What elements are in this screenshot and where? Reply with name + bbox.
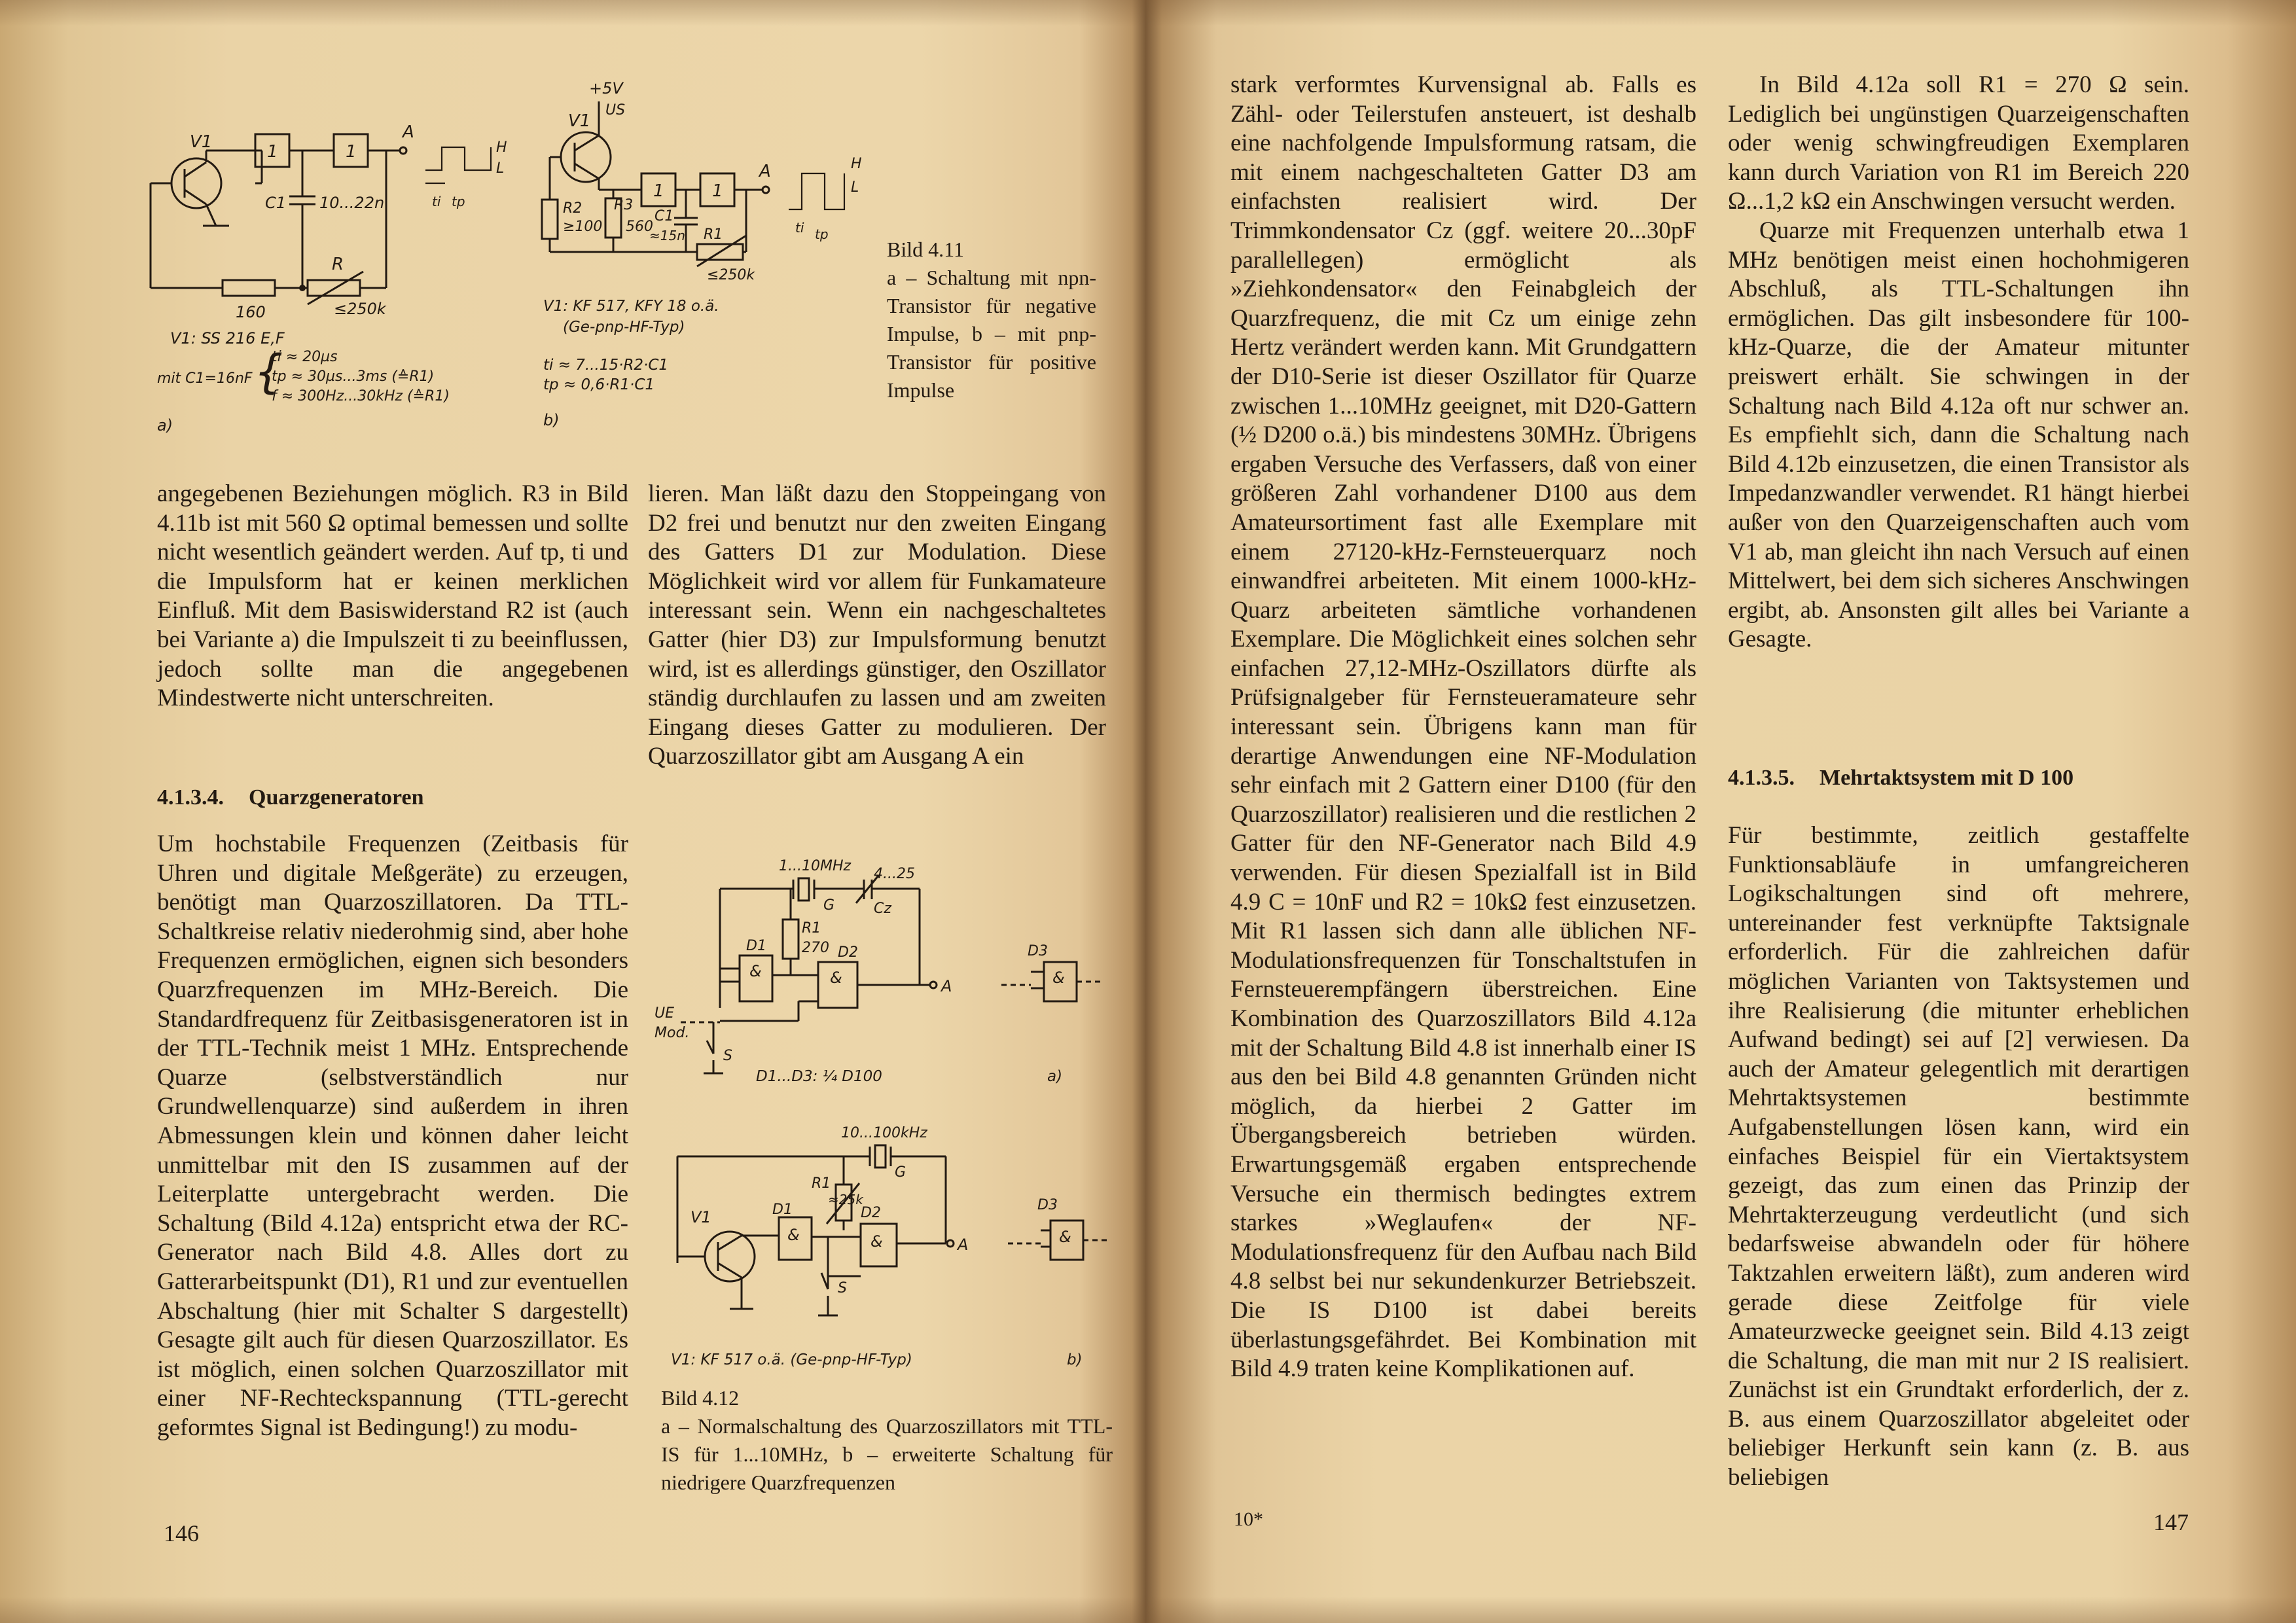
c1b-value: ≈15n bbox=[649, 228, 685, 243]
v1b-label: V1 bbox=[568, 111, 591, 131]
gate2-label: 1 bbox=[346, 142, 357, 162]
transistor-type: V1: SS 216 E,F bbox=[170, 329, 285, 348]
switch-b-label: S bbox=[838, 1280, 847, 1296]
left-col2-para1 bbox=[648, 480, 1106, 772]
right-col2-para3 bbox=[1728, 821, 2189, 1493]
mod-in-label: UE bbox=[655, 1005, 675, 1022]
figure-4-11a bbox=[144, 118, 511, 438]
section-heading-4-1-3-4 bbox=[157, 785, 424, 810]
brace: { bbox=[254, 345, 283, 399]
c1-value: 10...22n bbox=[319, 194, 385, 212]
sub-label-b: b) bbox=[543, 411, 560, 429]
r1b-value: ≤250k bbox=[707, 267, 755, 283]
right-col2-para1 bbox=[1728, 71, 2189, 654]
r-label: R bbox=[332, 255, 344, 274]
output-ab-label: A bbox=[759, 162, 771, 181]
wave-b-l: L bbox=[851, 179, 859, 196]
trimmer-label: Cz bbox=[874, 901, 891, 917]
figure-4-12a bbox=[648, 851, 1106, 1099]
v1-label: V1 bbox=[190, 132, 213, 152]
r3-label: R3 bbox=[614, 197, 634, 213]
mod-label: Mod. bbox=[655, 1025, 690, 1041]
left-col1-para1 bbox=[157, 480, 628, 713]
crystal-a-g: G bbox=[823, 897, 835, 914]
supply-label: +5V bbox=[589, 79, 623, 98]
section-heading-4-1-3-5 bbox=[1728, 766, 2073, 791]
paragraph: angegebenen Beziehungen möglich. R3 in Bild 4.11b ist mit 560 Ω optimal bemessen und sollte nicht wesentlich geändert werden. Auf tp, ti und die Impulsform hat er keinen merklichen Einfluß. Mit dem Basiswiderstand R2 ist (auch bei Variante a) die Impulszeit ti zu beeinflussen, jedoch sollte man die angegebenen Mindestwerte nicht unterschreiten. bbox=[157, 480, 628, 712]
wave-b-h: H bbox=[851, 156, 862, 172]
footer-mark: 10* bbox=[1234, 1508, 1263, 1530]
d3-b-and: & bbox=[1059, 1228, 1071, 1246]
d1-b-and: & bbox=[787, 1226, 800, 1244]
c1b-label: C1 bbox=[655, 208, 674, 224]
page-shadow-top bbox=[0, 0, 2296, 26]
wave-b-tp: tp bbox=[815, 226, 829, 242]
wave-tp: tp bbox=[452, 194, 465, 209]
transistor-type-b2: (Ge-pnp-HF-Typ) bbox=[563, 319, 685, 336]
switch-a-label: S bbox=[723, 1048, 732, 1064]
sub-label-12a: a) bbox=[1047, 1068, 1063, 1085]
paragraph: lieren. Man läßt dazu den Stoppeingang von D2 frei und benutzt nur den zweiten Eingang des Gatters D1 zur Modulation. Diese Möglichkeit wird vor allem für Funkamateure interessant sein. Wenn ein nachgeschaltetes Gatter (hier D3) zur Impulsformung benutzt wird, ist es allerdings günstiger, den Oszillator ständig durchlaufen zu lassen und am zweiten Eingang dieses Gatter zu modulieren. Der Quarzoszillator gibt am Ausgang A ein bbox=[648, 480, 1106, 770]
paragraph: In Bild 4.12a soll R1 = 270 Ω sein. Lediglich bei ungünstigen Quarzeigenschaften oder wenig schwingfreudigen Exemplaren kann durch Variation von R1 im Bereich 220 Ω...1,2 kΩ ein Anschwingen versucht werden. bbox=[1728, 71, 2189, 215]
heading-text: Mehrtaktsystem mit D 100 bbox=[1820, 766, 2074, 790]
formula-tp: tp ≈ 30µs...3ms (≙R1) bbox=[272, 368, 435, 385]
d2-a-and: & bbox=[830, 969, 842, 987]
r-value: ≤250k bbox=[334, 300, 386, 318]
v1-b-label: V1 bbox=[691, 1208, 711, 1226]
output-a-label-12: A bbox=[941, 977, 952, 995]
heading-number: 4.1.3.4. bbox=[157, 785, 224, 810]
note-b: V1: KF 517 o.ä. (Ge-pnp-HF-Typ) bbox=[671, 1351, 912, 1368]
paragraph: Für bestimmte, zeitlich gestaffelte Funktionsabläufe in umfangreicheren Logikschaltungen sind oft mehrere, untereinander fest verknüpfte Taktsignale erforderlich. Für die zahlreichen dafür möglichen Varianten von Taktsystemen und ihre Realisierung (die mitunter erheblichen Aufwand bedingt) sei auf [2] verwiesen. Da auch der Amateur gelegentlich mit derartigen Mehrtaktsystemen bestimmte Aufgabenstellungen lösen kann, wird ein einfaches Beispiel für ein Viertaktsystem gezeigt, das zum einen das Prinzip der Mehrtakterzeugung verdeutlicht (und sich bedarfsweise abwandeln oder für höhere Taktzahlen erweitern läßt), zum anderen wird gerade diese Zeitfolge für viele Amateurzwecke geeignet sein. Bild 4.13 zeigt die Schaltung, die man mit nur 2 IS realisiert. Zunächst ist ein Grundtakt erforderlich, der z. B. aus einem Quarzoszillator abgeleitet oder beliebiger Herkunft sein kann (z. B. aus beliebigen bbox=[1728, 822, 2189, 1491]
c1-label: C1 bbox=[265, 194, 287, 212]
gate1-label: 1 bbox=[267, 142, 278, 162]
r2-value: ≥100 bbox=[563, 219, 603, 235]
crystal-b-g: G bbox=[895, 1164, 906, 1181]
page-number-left: 146 bbox=[164, 1520, 199, 1546]
formula-b-tp: tp ≈ 0,6·R1·C1 bbox=[543, 376, 655, 393]
note-a: D1...D3: ¼ D100 bbox=[756, 1068, 882, 1085]
base-res-label: 160 bbox=[236, 303, 266, 321]
left-col1-para2 bbox=[157, 830, 628, 1442]
paragraph: Um hochstabile Frequenzen (Zeitbasis für Uhren und digitale Meßgeräte) zu erzeugen, benötigt man Quarzoszillatoren. Da TTL-Schaltkreise relativ niederohmig sind, aber hohe Frequenzen ermöglichen, eignen sich besonders Quarzfrequenzen im MHz-Bereich. Die Standardfrequenz für Zeitbasisgeneratoren ist in der TTL-Technik meist 1 MHz. Entsprechende Quarze (selbstverständlich nur Grundwellenquarze) sind außerdem in ihren Abmessungen klein und können daher leicht unmittelbar mit den IS zusammen auf der Leiterplatte untergebracht werden. Die Schaltung (Bild 4.12a) entspricht etwa der RC-Generator nach Bild 4.8. Alles dort zu Gatterarbeitspunkt (D1), R1 und zur eventuellen Abschaltung (hier mit Schalter S dargestellt) Gesagte gilt auch für diesen Quarzoszillator. Es ist möglich, einen solchen Quarzoszillator mit einer NF-Rechteckspannung (TTL-gerecht geformtes Signal ist Bedingung!) zu modu- bbox=[157, 830, 628, 1441]
r1-a-value: 270 bbox=[802, 940, 829, 956]
caption-4-12-body: a – Normalschaltung des Quarzoszillators mit TTL-IS für 1...10MHz, b – erweiterte Schaltung für niedrigere Quarzfrequenzen bbox=[661, 1414, 1113, 1494]
figure-4-12b bbox=[664, 1119, 1109, 1381]
page-shadow-bottom bbox=[0, 1597, 2296, 1623]
caption-4-12-title: Bild 4.12 bbox=[661, 1386, 740, 1410]
formula-f: f ≈ 300Hz...30kHz (≙R1) bbox=[272, 388, 450, 404]
d3-a-label: D3 bbox=[1028, 943, 1048, 959]
paragraph: Quarze mit Frequenzen unterhalb etwa 1 MHz benötigen meist einen hochohmigeren Abschluß, als TTL-Schaltungen ihn ermöglichen. Das gilt insbesondere für 100-kHz-Quarze, die der Amateur mitunter preiswert erhält. Sie schwingen in der Schaltung nach Bild 4.12a oft nur schwer an. Es empfiehlt sich, dann die Schaltung nach Bild 4.12b einzusetzen, die einen Transistor als Impedanzwandler verwendet. R1 hängt hierbei außer von den Quarzeigenschaften auch vom V1 ab, man gleicht ihn nach Versuch auf einen Mittelwert, bei dem sich sicheres Anschwingen ergibt, ab. Ansonsten gilt alles bei Variante a Gesagte. bbox=[1728, 217, 2189, 653]
d2-a-label: D2 bbox=[838, 944, 858, 961]
right-col1 bbox=[1230, 71, 1696, 1384]
d2-b-and: & bbox=[870, 1232, 883, 1251]
d2-b-label: D2 bbox=[861, 1205, 881, 1221]
output-b-label: A bbox=[958, 1236, 969, 1254]
caption-4-11-title: Bild 4.11 bbox=[887, 238, 964, 261]
gate2b-label: 1 bbox=[712, 181, 723, 201]
caption-4-11 bbox=[887, 236, 1096, 404]
gate1b-label: 1 bbox=[653, 181, 664, 201]
heading-number: 4.1.3.5. bbox=[1728, 766, 1795, 790]
wave-l: L bbox=[496, 160, 505, 177]
trimmer-value: 4...25 bbox=[874, 866, 915, 882]
sub-label-a: a) bbox=[157, 416, 173, 435]
paragraph: stark verformtes Kurvensignal ab. Falls es Zähl- oder Teilerstufen ansteuert, ist deshalb eine nachfolgende Impulsformung ratsam, die mit einem nachgeschalteten Gatter D3 am einfachsten realisiert wird. Der Trimmkondensator Cz (ggf. weitere 20...30pF parallellegen) ermöglicht als »Ziehkondensator« den Feinabgleich der Quarzfrequenz, die mit Cz um einige zehn Hertz verändert werden kann. Mit Grundgattern der D10-Serie ist dieser Oszillator für Quarze zwischen 1...10MHz geeignet, mit D20-Gattern (½ D200 o.ä.) bis mindestens 30MHz. Übrigens ergaben Versuche des Verfassers, daß von einer größeren Zahl vorhandener D100 aus dem Amateursortiment fast alle Exemplare mit einem 27120-kHz-Fernsteuerquarz noch einwandfrei arbeiteten. Mit einem 1000-kHz-Quarz arbeiteten sämtliche vorhandenen Exemplare. Die Möglichkeit eines solchen sehr einfachen 27,12-MHz-Oszillators dürfte als Prüfsignalgeber für Fernsteueramateure sehr interessant sein. Übrigens kann man für derartige Anwendungen eine NF-Modulation sehr einfach mit 2 Gattern einer D100 (für den Quarzoszillator) realisieren und die restlichen 2 Gatter für den NF-Generator nach Bild 4.9 verwenden. Für diesen Spezialfall ist in Bild 4.9 C = 10nF und R2 = 10kΩ fest einzusetzen. Mit R1 lassen sich dann alle üblichen NF-Modulationsfrequenzen für Tonschaltstufen in Fernsteuerempfängern überstreichen. Eine Kombination des Quarzoszillators Bild 4.12a mit der Schaltung Bild 4.8 ist innerhalb einer IS aus den bei Bild 4.8 genannten Gründen nicht möglich, da hierbei 2 Gatter im Übergangsbereich betrieben würden. Erwartungsgemäß ergaben entsprechende Versuche ein thermisch bedingtes extrem starkes »Weglaufen« der NF-Modulationsfrequenz für den Aufbau nach Bild 4.8 selbst bei nur sekundenkurzer Betriebszeit. Die IS D100 ist dabei bereits überlastungsgefährdet. Bei Kombination mit Bild 4.9 traten keine Komplikationen auf. bbox=[1230, 71, 1696, 1383]
r3-value: 560 bbox=[626, 219, 653, 235]
d1-a-and: & bbox=[749, 962, 762, 980]
crystal-a-freq: 1...10MHz bbox=[779, 858, 852, 874]
wave-ti: ti bbox=[432, 194, 441, 209]
condition: mit C1=16nF bbox=[157, 370, 253, 387]
heading-text: Quarzgeneratoren bbox=[249, 785, 424, 810]
crystal-b-freq: 10...100kHz bbox=[841, 1125, 927, 1141]
d3-a-and: & bbox=[1052, 969, 1065, 987]
wave-b-ti: ti bbox=[795, 220, 804, 236]
transistor-type-b: V1: KF 517, KFY 18 o.ä. bbox=[543, 298, 719, 315]
r1-b-value: ≈25k bbox=[828, 1192, 863, 1207]
r1b-label: R1 bbox=[704, 226, 723, 243]
r2-label: R2 bbox=[563, 200, 583, 217]
output-a-label: A bbox=[403, 122, 414, 142]
d3-b-label: D3 bbox=[1037, 1197, 1058, 1213]
caption-4-11-body: a – Schaltung mit npn-Transistor für negative Impulse, b – mit pnp-Transistor für positive Impulse bbox=[887, 266, 1096, 402]
d1-b-label: D1 bbox=[772, 1202, 793, 1218]
formula-b-ti: ti ≈ 7...15·R2·C1 bbox=[543, 357, 669, 374]
page-number-right: 147 bbox=[2153, 1509, 2189, 1535]
formula-ti: ti ≈ 20µs bbox=[272, 349, 338, 365]
r1-a-label: R1 bbox=[802, 920, 821, 936]
caption-4-12 bbox=[661, 1384, 1113, 1497]
figure-4-11b bbox=[537, 75, 877, 442]
d1-a-label: D1 bbox=[746, 938, 766, 954]
us-label: US bbox=[605, 102, 626, 118]
r1-b-label: R1 bbox=[812, 1175, 831, 1192]
wave-h: H bbox=[496, 139, 507, 156]
sub-label-12b: b) bbox=[1067, 1351, 1083, 1368]
